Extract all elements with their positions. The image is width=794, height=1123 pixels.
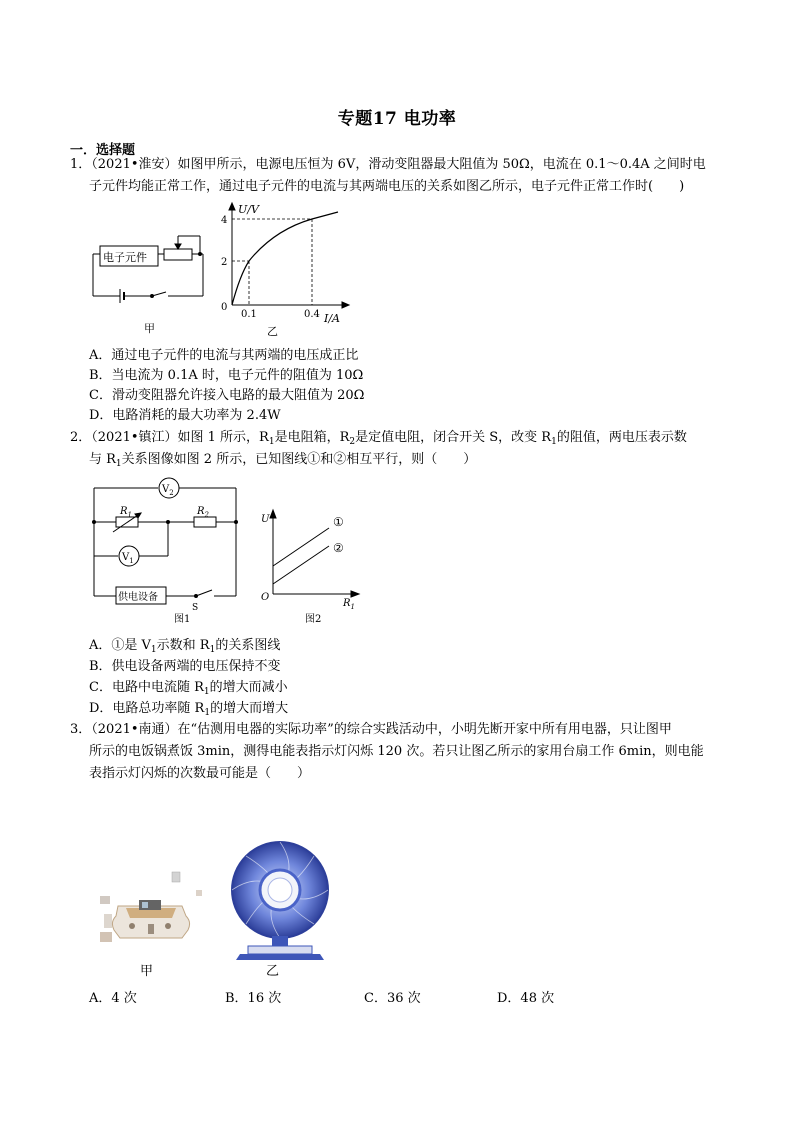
q2-switch-label: S [192,603,199,613]
q2-v2-label: $V_2$ [162,484,174,497]
q1-fig-jia-caption: 甲 [144,322,155,335]
q1-stem-line1: 1．（2021•淮安）如图甲所示，电源电压恒为 6V，滑动变阻器最大阻值为 50Ω，电流在 0.1～0.4A 之间时电 [70,157,706,172]
q2-l1-b: 是电阻箱，R [274,430,350,445]
q2-line-2 [273,546,329,584]
q1-graph-ylabel: U/V [238,203,259,216]
q3-option-a: A．4 次 [89,991,137,1006]
q2-l2-sub1: 1 [115,459,122,469]
q1-fig-yi-caption: 乙 [267,325,278,338]
q1-stem-line2: 子元件均能正常工作，通过电子元件的电流与其两端电压的关系如图乙所示，电子元件正常工作时( ) [89,179,685,194]
q2-l1-c: 是定值电阻，闭合开关 S，改变 R [355,430,552,445]
q3-stem-line3: 表指示灯闪烁的次数最可能是（ ） [89,766,311,781]
q2-l2-b: 关系图像如图 2 所示，已知图线①和②相互平行，则（ ） [121,452,477,467]
q2-circuit-diagram [88,474,244,626]
q2-supply-label: 供电设备 [118,592,158,603]
section-heading: 一．选择题 [70,143,136,158]
q2-option-b: B．供电设备两端的电压保持不变 [89,659,281,674]
q2-ur-graph [255,506,365,626]
q2-line2-label: ② [333,541,344,555]
q1-ytick-4: 4 [221,215,228,226]
q2-origin: O [261,592,270,603]
q1-option-d: D．电路消耗的最大功率为 2.4W [89,408,281,423]
q2-r2-label: $R_2$ [197,506,209,519]
q2-graph-xlabel: $R_1$ [343,598,355,611]
q2-option-a: A．①是 $V_1$示数和 $R_1$的关系图线 [89,638,281,655]
q2-r1-label: $R_1$ [120,506,132,519]
q1-curve [232,212,338,305]
q1-option-b: B．当电流为 0.1A 时，电子元件的阻值为 10Ω [89,368,364,383]
desk-fan-image [228,838,334,962]
q1-xtick-01: 0.1 [241,309,257,320]
q2-fig1-caption: 图1 [174,614,191,625]
q2-stem-line2 [89,450,476,470]
q2-line-1 [273,528,329,566]
q2-option-d: D．电路总功率随 $R_1$的增大而增大 [89,701,289,718]
q1-xtick-04: 0.4 [304,309,320,320]
q3-option-c: C．36 次 [364,991,421,1006]
q1-graph-xlabel: I/A [324,312,340,325]
q2-l1-d: 的阻值，两电压表示数 [556,430,687,445]
q2-option-c: C．电路中电流随 $R_1$的增大而减小 [89,680,288,697]
q3-caption-jia: 甲 [140,964,154,979]
q1-ytick-2: 2 [221,257,228,268]
q2-graph-ylabel: U [261,514,270,525]
q3-stem-line1: 3．（2021•南通）在“估测用电器的实际功率”的综合实践活动中，小明先断开家中所有用电器，只让图甲 [70,722,672,737]
q1-option-c: C．滑动变阻器允许接入电路的最大阻值为 20Ω [89,388,365,403]
q1-circuit-diagram [86,212,216,342]
q1-origin: 0 [221,302,228,313]
q3-option-d: D．48 次 [497,991,555,1006]
q2-l1-sub1: 1 [268,437,275,447]
q3-option-b: B．16 次 [225,991,282,1006]
q1-component-label: 电子元件 [103,251,147,264]
q2-l1-a: 2．（2021•镇江）如图 1 所示，R [70,430,269,445]
q2-stem-line1 [70,428,687,448]
page-title: 专题17 电功率 [337,109,457,129]
q2-fig2-caption: 图2 [305,614,322,625]
q3-stem-line2: 所示的电饭锅煮饭 3min，测得电能表指示灯闪烁 120 次。若只让图乙所示的家用台扇工作 6min，则电能 [89,744,704,759]
q2-line1-label: ① [333,515,344,529]
q2-l2-a: 与 R [89,452,116,467]
q2-l1-sub3: 1 [551,437,557,447]
rice-cooker-image [96,866,211,956]
q1-ui-graph [216,200,356,340]
q2-v1-label: $V_1$ [122,552,134,565]
q2-l1-sub2: 2 [349,437,356,447]
q1-option-a: A．通过电子元件的电流与其两端的电压成正比 [89,348,359,363]
q3-caption-yi: 乙 [266,964,280,979]
